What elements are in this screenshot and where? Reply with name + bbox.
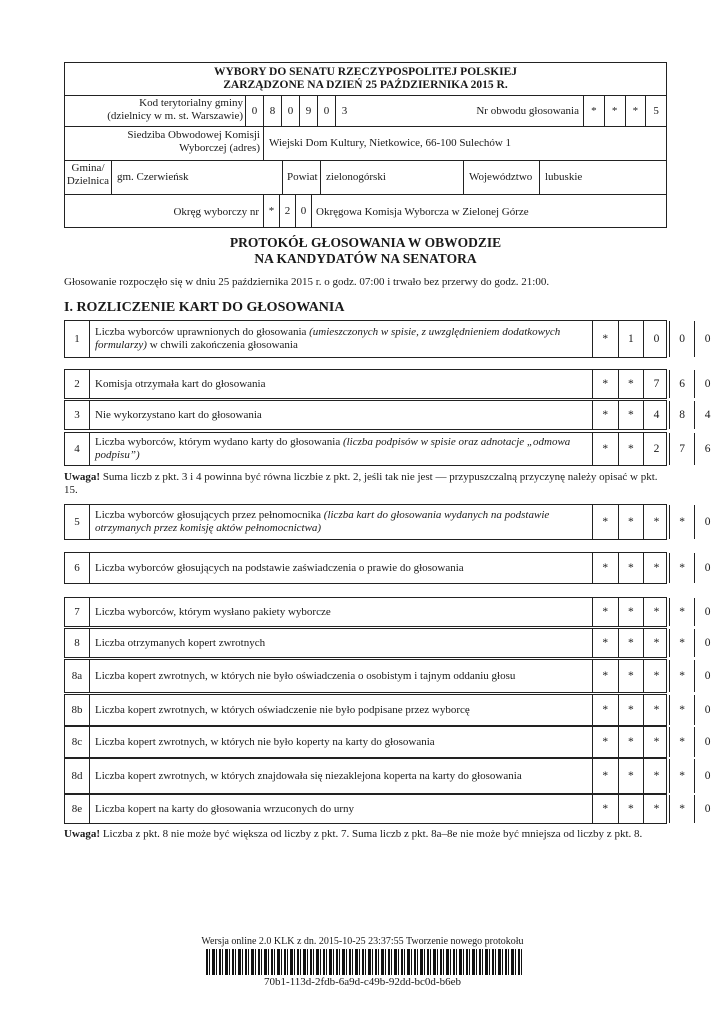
digit: * [619, 759, 645, 793]
voting-info: Głosowanie rozpoczęło się w dniu 25 października 2015 r. o godz. 07:00 i trwało bez przerwy do godz. 21:00. [64, 276, 550, 288]
digit: 7 [644, 370, 670, 398]
digit: * [644, 660, 670, 692]
row-number: 6 [74, 562, 80, 574]
digit: 0 [704, 803, 711, 815]
section-heading: I. ROZLICZENIE KART DO GŁOSOWANIA [64, 300, 345, 315]
digit: * [644, 795, 670, 823]
digit: 0 [704, 670, 711, 682]
digit: * [644, 505, 670, 539]
row-value-digits [592, 370, 720, 398]
digit: * [593, 553, 619, 583]
table-row [64, 504, 711, 540]
digit: * [619, 660, 645, 692]
row-label-text: Liczba wyborców, którym wydano karty do głosowania [95, 436, 343, 448]
territorial-code-label-1: Kod terytorialny gminy [139, 97, 243, 109]
digit: * [625, 96, 646, 126]
woj-label: Województwo [469, 171, 533, 183]
row-value-digits [592, 401, 720, 429]
digit: 0 [295, 195, 311, 227]
seat-label [65, 129, 260, 155]
okreg-label: Okręg wyborczy nr [173, 205, 259, 218]
row-value-digits [592, 727, 720, 757]
row-value-digits [592, 759, 720, 793]
seat-label-1: Siedziba Obwodowej Komisji [127, 129, 260, 141]
digit: * [670, 553, 696, 583]
digit: 6 [704, 443, 711, 455]
digit: 0 [704, 516, 711, 528]
table-row [64, 432, 711, 466]
table-row [64, 628, 711, 658]
district-no-digits [583, 96, 666, 126]
row-label [89, 370, 592, 398]
digit: 0 [704, 378, 711, 390]
row-label-text: Liczba kopert na karty do głosowania wrzuconych do urny [95, 802, 355, 815]
territorial-code-digits [245, 96, 353, 126]
territorial-code-label [65, 97, 243, 123]
row-label-text: Liczba wyborców uprawnionych do głosowania [95, 326, 310, 338]
table-row [64, 659, 711, 693]
row-label-text: Liczba wyborców głosujących przez pełnomocnika [95, 509, 324, 521]
digit: 4 [704, 409, 711, 421]
row-number: 3 [74, 409, 80, 421]
row-label-italic: (liczba podpisów w spisie oraz adnotacje „odmowa podpisu”) [95, 436, 571, 461]
row-value-digits [592, 695, 720, 725]
row-value-digits [592, 795, 720, 823]
digit: * [593, 795, 619, 823]
protocol-title-line2: NA KANDYDATÓW NA SENATORA [254, 251, 477, 266]
digit: * [670, 598, 696, 626]
digit: * [619, 505, 645, 539]
row-label-text: Liczba kopert zwrotnych, w których oświadczenie nie było podpisane przez wyborcę [95, 703, 470, 716]
row-label-text: Nie wykorzystano kart do głosowania [95, 408, 262, 421]
digit: * [619, 598, 645, 626]
note-2-bold: Uwaga! [64, 828, 101, 840]
digit: 6 [670, 370, 696, 398]
digit: * [619, 695, 645, 725]
digit: 5 [645, 96, 666, 126]
row-value-digits [592, 553, 720, 583]
digit: 0 [704, 562, 711, 574]
digit: 0 [644, 321, 670, 357]
row-number: 7 [74, 606, 80, 618]
digit: * [593, 401, 619, 429]
row-label-italic: (umieszczonych w spisie, z uwzględnieniem dodatkowych formularzy) [95, 326, 561, 351]
header-table [64, 62, 667, 228]
digit: * [670, 505, 696, 539]
digit: 0 [670, 321, 696, 357]
row-label-italic: (liczba kart do głosowania wydanych na podstawie otrzymanych przez komisję aktów pełnomocnictwa) [95, 509, 550, 534]
digit: * [593, 598, 619, 626]
row-label [89, 401, 592, 429]
digit: * [619, 370, 645, 398]
barcode [206, 949, 522, 975]
digit: 0 [704, 704, 711, 716]
digit: * [619, 727, 645, 757]
table-row [64, 400, 711, 430]
digit: * [670, 759, 696, 793]
digit: 0 [704, 333, 711, 345]
row-label [89, 795, 592, 823]
digit: * [593, 660, 619, 692]
row-label [89, 695, 592, 725]
digit: * [263, 195, 279, 227]
row-value-digits [592, 660, 720, 692]
digit: 9 [299, 96, 317, 126]
election-title [65, 66, 666, 92]
row-value-digits [592, 598, 720, 626]
digit: 3 [335, 96, 353, 126]
digit: 8 [263, 96, 281, 126]
table-row [64, 369, 711, 399]
digit: 4 [644, 401, 670, 429]
row-value-digits [592, 629, 720, 657]
row-label [89, 553, 592, 583]
digit: * [644, 695, 670, 725]
okreg-commission: Okręgowa Komisja Wyborcza w Zielonej Górze [316, 205, 529, 218]
okreg-digits [263, 195, 311, 227]
gmina-label-1: Gmina/ [71, 162, 105, 174]
table-row [64, 726, 711, 758]
row-number: 4 [74, 443, 80, 455]
row-label-after: w chwili zakończenia głosowania [146, 339, 298, 351]
row-number: 8a [71, 670, 83, 682]
note-1 [64, 471, 674, 497]
digit: * [619, 433, 645, 465]
row-value-digits [592, 505, 720, 539]
row-label [89, 629, 592, 657]
row-number: 2 [74, 378, 80, 390]
digit: * [593, 727, 619, 757]
row-label-text: Liczba wyborców, którym wysłano pakiety wyborcze [95, 605, 331, 618]
row-label-text: Komisja otrzymała kart do głosowania [95, 377, 266, 390]
election-title-line1: WYBORY DO SENATU RZECZYPOSPOLITEJ POLSKIEJ [213, 66, 518, 78]
digit: * [583, 96, 604, 126]
protocol-title-line1: PROTOKÓŁ GŁOSOWANIA W OBWODZIE [229, 235, 502, 250]
note-2 [64, 828, 674, 841]
digit: * [670, 795, 696, 823]
row-label [89, 759, 592, 793]
digit: 2 [644, 433, 670, 465]
district-no-label: Nr obwodu głosowania [476, 105, 579, 117]
digit: 1 [619, 321, 645, 357]
table-row [64, 320, 711, 358]
row-number: 5 [74, 516, 80, 528]
digit: * [619, 795, 645, 823]
digit: * [593, 629, 619, 657]
digit: 0 [245, 96, 263, 126]
row-value-digits [592, 321, 720, 357]
protocol-hash: 70b1-113d-2fdb-6a9d-c49b-92dd-bc0d-b6eb [264, 976, 461, 988]
digit: * [644, 727, 670, 757]
row-label [89, 321, 592, 357]
digit: * [670, 660, 696, 692]
digit: 0 [317, 96, 335, 126]
row-label-text: Liczba otrzymanych kopert zwrotnych [95, 636, 266, 649]
digit: * [619, 553, 645, 583]
digit: 0 [704, 606, 711, 618]
table-row [64, 758, 711, 794]
digit: 7 [670, 433, 696, 465]
table-row [64, 597, 711, 627]
digit: * [593, 505, 619, 539]
table-row [64, 694, 711, 726]
digit: * [593, 759, 619, 793]
digit: * [593, 433, 619, 465]
digit: * [593, 695, 619, 725]
digit: * [644, 598, 670, 626]
note-1-text: Suma liczb z pkt. 3 i 4 powinna być równa liczbie z pkt. 2, jeśli tak nie jest — przypuszczalną przyczynę należy opisać w pkt. 15. [64, 471, 658, 496]
territorial-code-label-2: (dzielnicy w m. st. Warszawie) [107, 110, 243, 122]
row-number: 1 [74, 333, 80, 345]
note-1-bold: Uwaga! [64, 471, 101, 483]
digit: * [670, 629, 696, 657]
powiat-value: zielonogórski [326, 171, 386, 183]
row-number: 8b [71, 704, 83, 716]
row-number: 8e [71, 803, 83, 815]
digit: * [593, 321, 619, 357]
gmina-value: gm. Czerwieńsk [117, 171, 189, 183]
digit: * [644, 759, 670, 793]
digit: * [593, 370, 619, 398]
election-title-line2: ZARZĄDZONE NA DZIEŃ 25 PAŹDZIERNIKA 2015 R. [223, 79, 508, 91]
digit: * [670, 727, 696, 757]
row-label [89, 505, 592, 539]
row-label [89, 727, 592, 757]
row-label-text: Liczba kopert zwrotnych, w których znajdowała się niezaklejona koperta na karty do głosowania [95, 769, 522, 782]
row-label-text: Liczba kopert zwrotnych, w których nie było oświadczenia o osobistym i tajnym oddaniu głosu [95, 669, 516, 682]
version-info: Wersja online 2.0 KLK z dn. 2015-10-25 23:37:55 Tworzenie nowego protokołu [201, 936, 524, 947]
digit: * [619, 629, 645, 657]
seat-label-2: Wyborczej (adres) [179, 142, 260, 154]
protocol-title [64, 235, 667, 267]
digit: 0 [704, 736, 711, 748]
digit: * [644, 629, 670, 657]
digit: * [604, 96, 625, 126]
digit: 0 [281, 96, 299, 126]
digit: * [619, 401, 645, 429]
digit: 0 [704, 637, 711, 649]
table-row [64, 794, 711, 824]
row-number: 8 [74, 637, 80, 649]
row-number: 8c [71, 736, 83, 748]
row-label-text: Liczba kopert zwrotnych, w których nie było koperty na karty do głosowania [95, 735, 435, 748]
powiat-label: Powiat [287, 171, 318, 183]
digit: * [644, 553, 670, 583]
digit: * [670, 695, 696, 725]
row-value-digits [592, 433, 720, 465]
row-label [89, 433, 592, 465]
note-2-text: Liczba z pkt. 8 nie może być większa od liczby z pkt. 7. Suma liczb z pkt. 8a–8e nie może być mniejsza od liczby z pkt. 8. [100, 828, 643, 840]
digit: 2 [279, 195, 295, 227]
table-row [64, 552, 711, 584]
digit: 0 [704, 770, 711, 782]
digit: 8 [670, 401, 696, 429]
seat-value: Wiejski Dom Kultury, Nietkowice, 66-100 Sulechów 1 [269, 137, 512, 149]
row-label [89, 660, 592, 692]
row-number: 8d [71, 770, 83, 782]
gmina-label-2: Dzielnica [66, 175, 110, 187]
gmina-label [65, 162, 111, 188]
row-label [89, 598, 592, 626]
woj-value: lubuskie [545, 171, 583, 183]
row-label-text: Liczba wyborców głosujących na podstawie zaświadczenia o prawie do głosowania [95, 561, 464, 574]
